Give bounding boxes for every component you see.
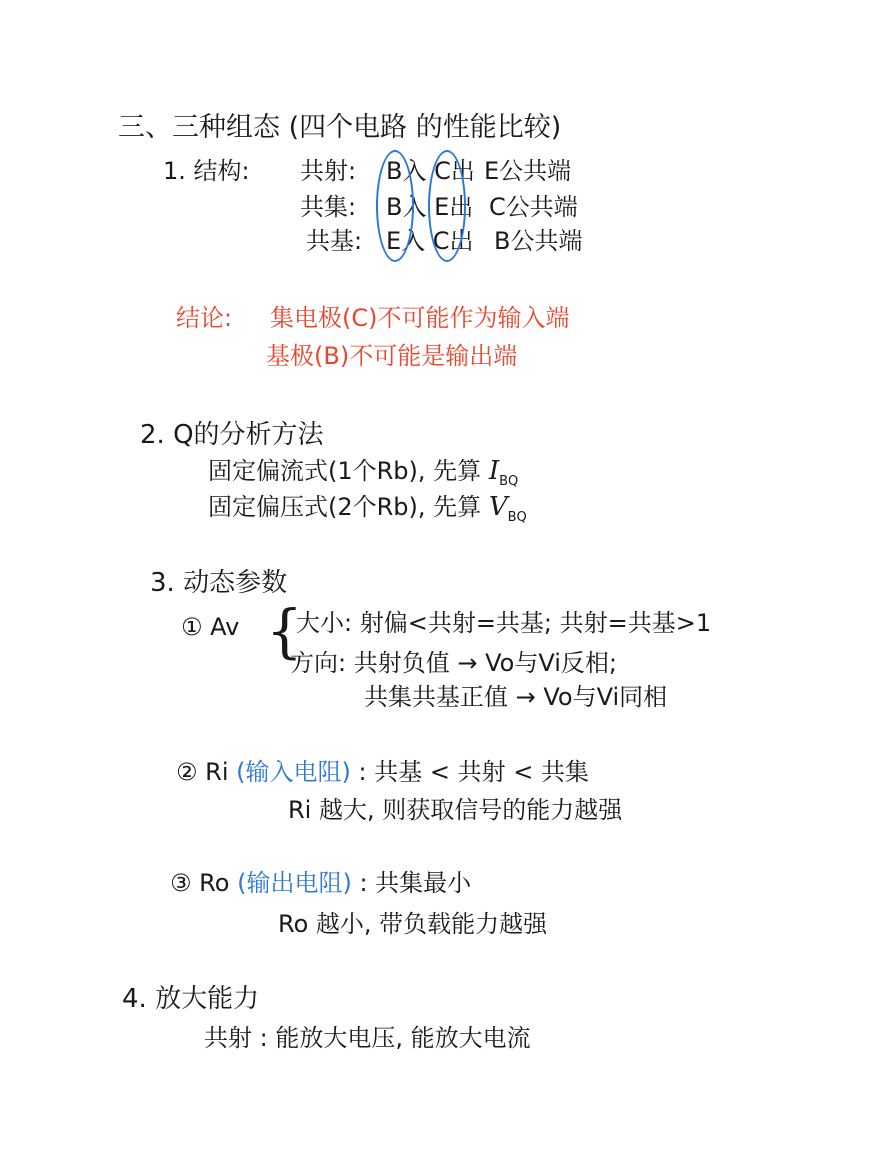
row-cb-end: B公共端	[494, 227, 583, 255]
ro-line-2: Ro 越小, 带负载能力越强	[278, 910, 548, 938]
av-label: ① Av	[181, 613, 240, 641]
row-cc-mid: B入 E出	[386, 193, 474, 221]
row-cb-name: 共基:	[306, 227, 363, 255]
ri-line	[176, 757, 589, 787]
ri-line-2: Ri 越大, 则获取信号的能力越强	[288, 796, 623, 824]
vbq-subscript: BQ	[507, 510, 527, 525]
conclusion-label: 结论:	[176, 304, 233, 332]
ro-line	[170, 868, 471, 898]
amplification-title: 4. 放大能力	[122, 984, 260, 1014]
ri-text: : 共基 < 共射 < 共集	[358, 758, 589, 786]
output-column-circle	[428, 150, 466, 262]
ro-text: : 共集最小	[359, 869, 472, 897]
vbq-symbol: V	[488, 492, 508, 522]
section-title: 三、三种组态 (四个电路 的性能比较)	[118, 112, 562, 143]
ro-note: (输出电阻)	[237, 869, 352, 897]
input-column-circle	[376, 150, 414, 262]
ibq-symbol: I	[488, 456, 500, 486]
ri-label: ② Ri	[176, 758, 229, 786]
fixed-bias-voltage-line	[208, 492, 527, 533]
row-ce-end: E公共端	[484, 157, 572, 185]
row-cb-mid: E入 C出	[386, 227, 474, 255]
conclusion-line-2: 基极(B)不可能是输出端	[266, 342, 518, 370]
dynamic-params-title: 3. 动态参数	[150, 568, 288, 598]
ro-label: ③ Ro	[170, 869, 230, 897]
fixed-bias-voltage-text: 固定偏压式(2个Rb), 先算	[208, 493, 482, 521]
row-cc-name: 共集:	[300, 193, 357, 221]
row-ce-mid: B入 C出	[386, 157, 475, 185]
row-cc-end: C公共端	[489, 193, 578, 221]
av-brace: {	[266, 597, 303, 665]
fixed-bias-current-text: 固定偏流式(1个Rb), 先算	[208, 457, 482, 485]
q-analysis-title: 2. Q的分析方法	[140, 420, 324, 450]
fixed-bias-current-line	[208, 456, 518, 497]
amplification-line-1: 共射 : 能放大电压, 能放大电流	[204, 1024, 531, 1052]
ibq-subscript: BQ	[499, 474, 519, 489]
av-size: 大小: 射偏<共射=共基; 共射=共基>1	[296, 609, 712, 637]
av-direction-2: 共集共基正值 → Vo与Vi同相	[364, 683, 668, 711]
ri-note: (输入电阻)	[236, 758, 351, 786]
structure-label: 1. 结构:	[163, 157, 250, 185]
conclusion-line-1: 集电极(C)不可能作为输入端	[270, 304, 570, 332]
av-direction: 方向: 共射负值 → Vo与Vi反相;	[290, 649, 617, 677]
row-ce-name: 共射:	[300, 157, 357, 185]
